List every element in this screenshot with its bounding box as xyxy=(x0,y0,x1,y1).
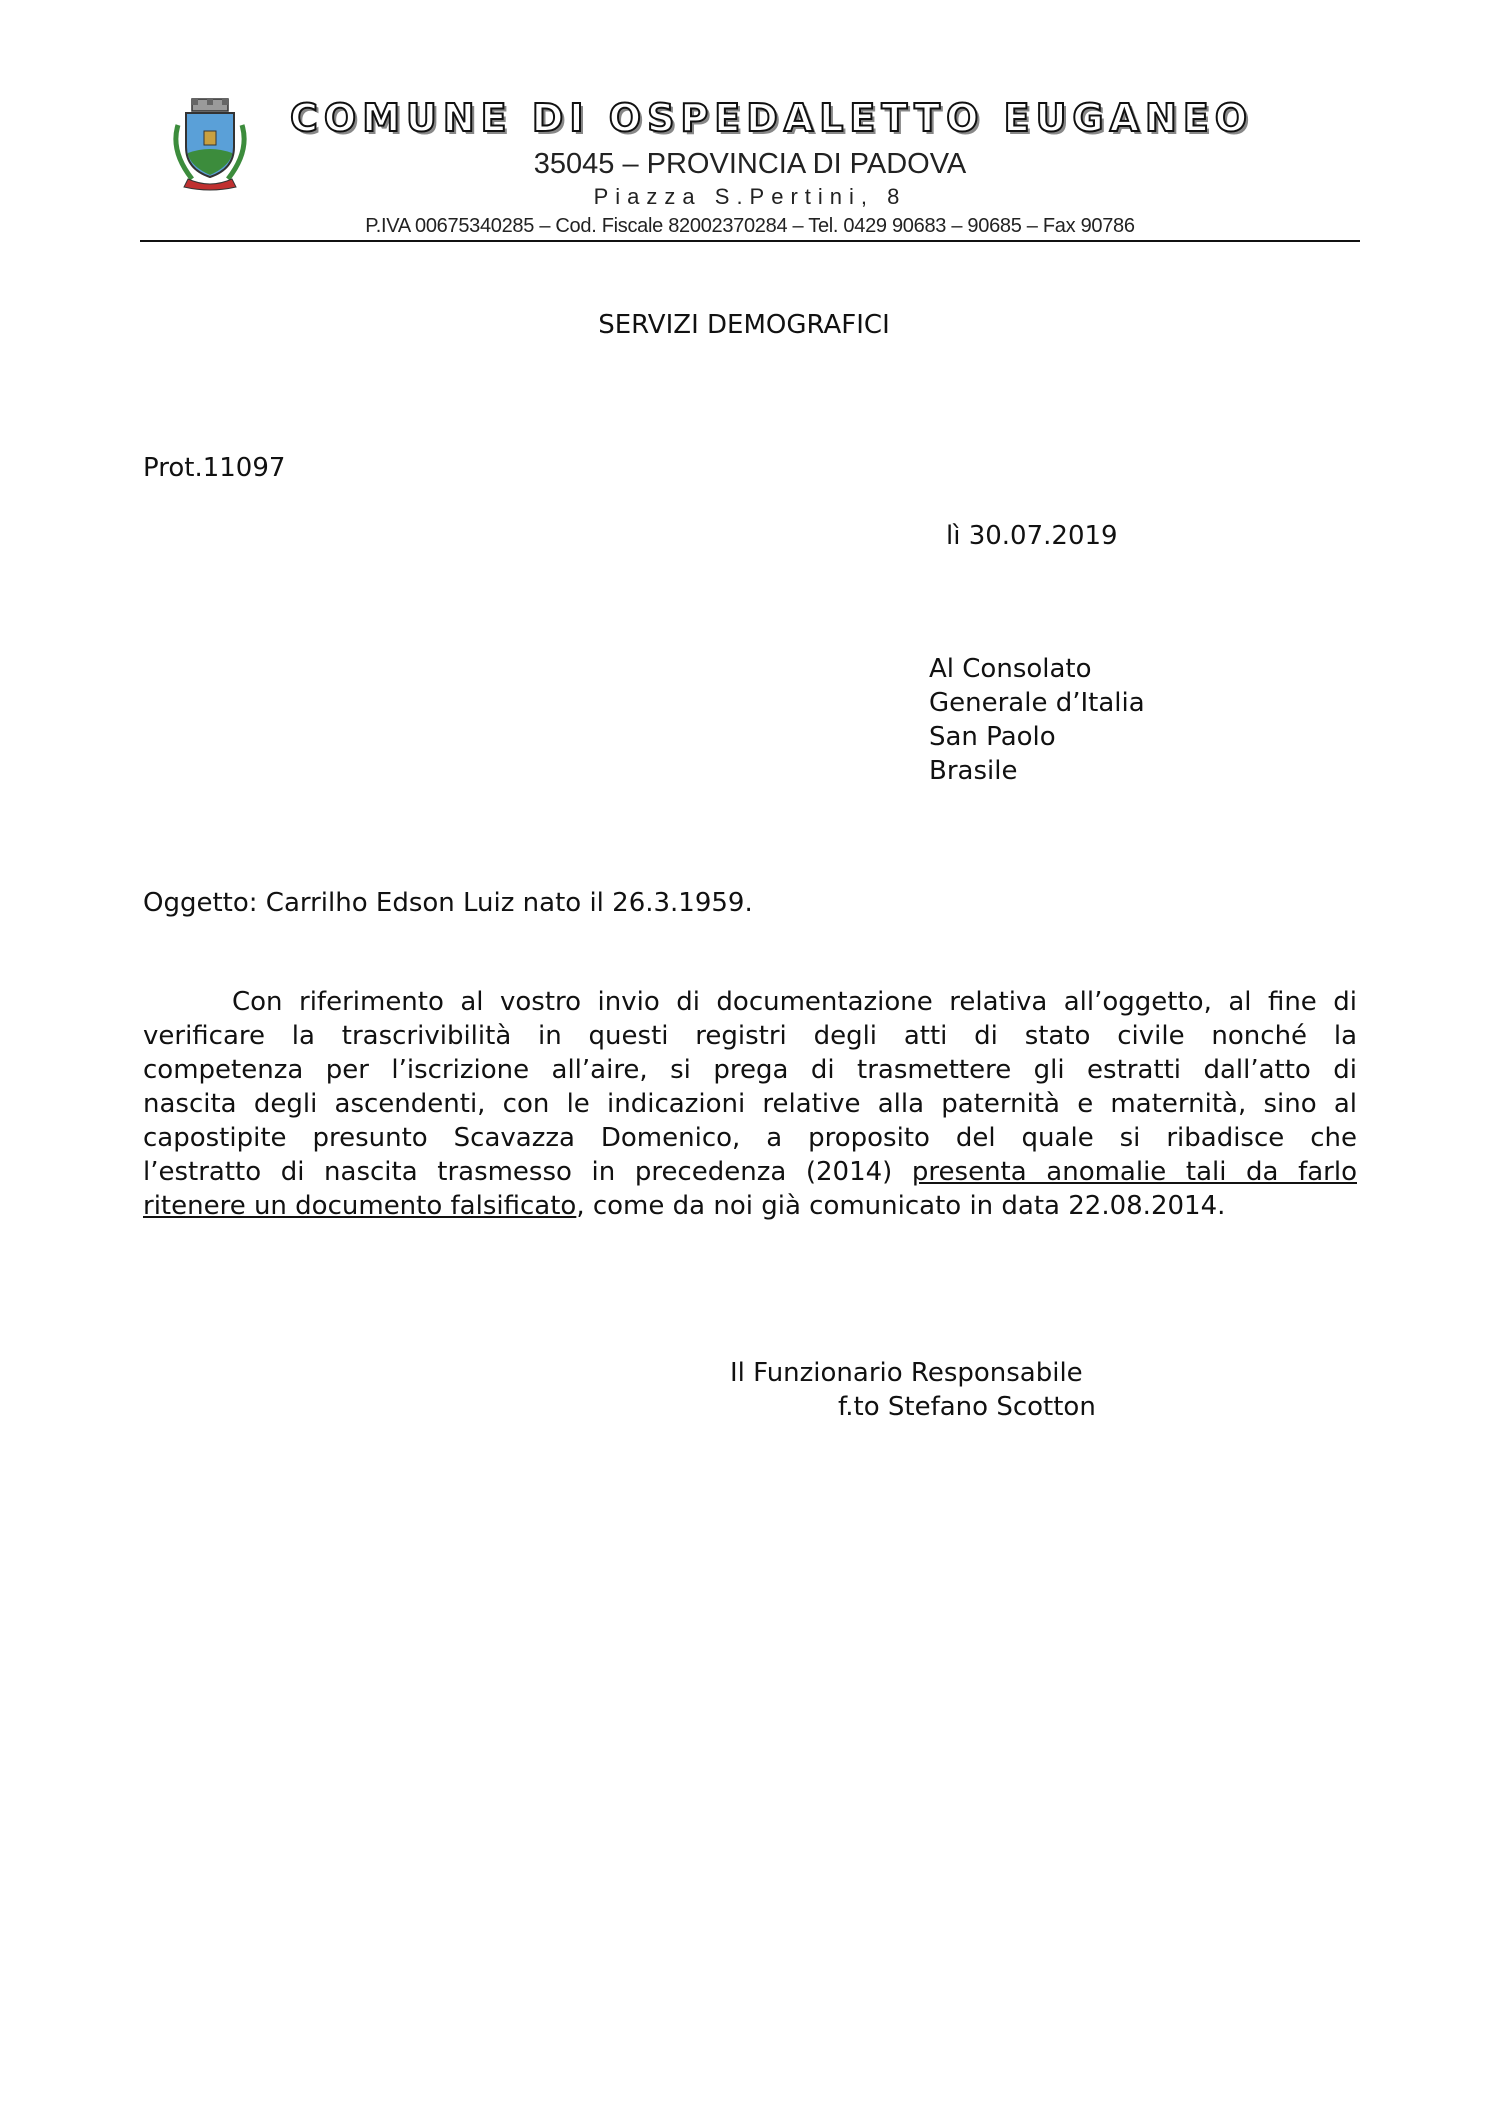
department-heading: SERVIZI DEMOGRAFICI xyxy=(598,310,890,340)
recipient-line: Al Consolato xyxy=(929,654,1092,684)
letterhead-divider xyxy=(140,240,1360,242)
recipient-line: San Paolo xyxy=(929,722,1056,752)
body-text: , come da noi già comunicato in data 22.08.2014. xyxy=(576,1191,1226,1221)
body-line xyxy=(143,1189,1357,1223)
body-line: verificare la trascrivibilità in questi registri degli atti di stato civile nonché la xyxy=(143,1021,1357,1051)
protocol-number: Prot.11097 xyxy=(143,453,286,483)
body-line: capostipite presunto Scavazza Domenico, a proposito del quale si ribadisce che xyxy=(143,1123,1357,1153)
body-text: l’estratto di nascita trasmesso in precedenza (2014) xyxy=(143,1157,912,1187)
recipient-line: Brasile xyxy=(929,756,1018,786)
province-line: 35045 – PROVINCIA DI PADOVA xyxy=(533,148,967,180)
letter-subject: Oggetto: Carrilho Edson Luiz nato il 26.3.1959. xyxy=(143,888,753,918)
signatory-role: Il Funzionario Responsabile xyxy=(730,1358,1083,1388)
underlined-text: ritenere un documento falsificato xyxy=(143,1191,577,1221)
signatory-name: f.to Stefano Scotton xyxy=(838,1392,1096,1422)
underlined-text: presenta anomalie tali da farlo xyxy=(911,1157,1357,1187)
body-line: nascita degli ascendenti, con le indicazioni relative alla paternità e maternità, sino al xyxy=(143,1089,1357,1119)
body-line: competenza per l’iscrizione all’aire, si prega di trasmettere gli estratti dall’atto di xyxy=(143,1055,1357,1085)
letter-body xyxy=(143,985,1357,1223)
letter-date: lì 30.07.2019 xyxy=(946,521,1118,551)
body-line: Con riferimento al vostro invio di documentazione relativa all’oggetto, al fine di xyxy=(232,987,1357,1017)
recipient-address xyxy=(929,652,1145,788)
recipient-line: Generale d’Italia xyxy=(929,688,1145,718)
address-line: Piazza S.Pertini, 8 xyxy=(593,184,907,209)
body-line xyxy=(143,1155,1357,1189)
fiscal-info-line: P.IVA 00675340285 – Cod. Fiscale 82002370284 – Tel. 0429 90683 – 90685 – Fax 90786 xyxy=(365,215,1135,237)
municipality-title: COMUNE DI OSPEDALETTO EUGANEO xyxy=(290,96,1254,140)
